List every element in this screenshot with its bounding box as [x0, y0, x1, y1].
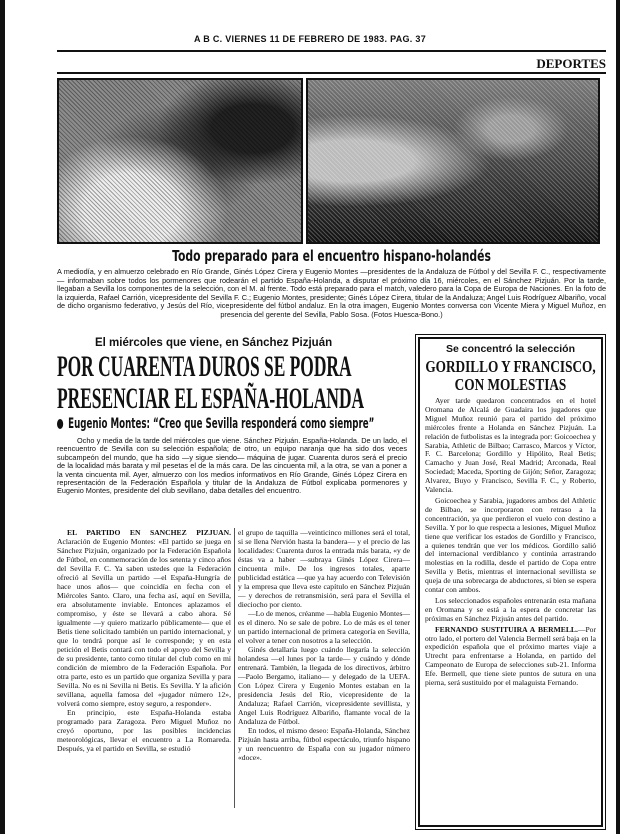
paragraph: Goicoechea y Sarabia, jugadores ambos del Athletic de Bilbao, se incorporaron con retraso a la concentración, ya que perdieron el vuelo con destino a Sevilla. Y por lo que respecta a lesiones, Miguel Muñoz tiene que verificar los estados de Gordillo y Francisco, a quienes tendrán que ver los médicos. Gordillo salió del internacional verdiblanco y continúa arrastrando molestias en la rodilla, desde el partido de Copa entre Sevilla y Betis, mientras el internacional sevillista se queja de una sobrecarga de abductores, si bien se espera contar con ambos.: [425, 495, 596, 595]
section-lead-in: EL PARTIDO EN SANCHEZ PIZJUAN.: [67, 528, 231, 537]
sidebar-box: [415, 334, 606, 830]
paragraph: Aclaración de Eugenio Montes: «El partido se juega en Sánchez Pizjuán, organizado por la Federación Española de Fútbol, en conmemoración de los setenta y cinco años del Sevilla F. C. Ya saben ustedes que la Federación ofreció al Sevilla un partido —el España-Hungría de hace unos años— que coincidía en fecha con el Miércoles Santo. Claro, una fecha así, aquí en Sevilla, era absolutamente inviable. Entonces aplazamos el compromiso, y éste se llevará a cabo ahora. Sé igualmente —y quiero matizarlo públicamente— que el Betis tiene solicitado también un partido internacional, y que lo tendrá porque así le corresponde; y en esta petición el Betis contará con todo el apoyo del Sevilla y de su presidente, tanto como titular del club como en mi condición de miembro de la Federación Española. Por otra parte, esto es un partido que organiza Sevilla y para Sevilla. No es ni Sevilla ni Betis. Es Sevilla. Y la afición sevillana, aquella famosa del «jugador número 12», volverá como siempre, estoy seguro, a responder».: [57, 537, 231, 708]
photo-caption-text: A mediodía, y en almuerzo celebrado en Río Grande, Ginés López Cirera y Eugenio Montes —presidentes de la Andaluza de Fútbol y del Sevilla F. C., respectivamente— informaban sobre todos los pormenores que rodearán el partido España-Holanda, a disputar el próximo día 16, miércoles, en el Sánchez Pizjuán. Por la tarde, llegaban a Sevilla los componentes de la selección, con el M. al frente. Todo está preparado para el match, valedero para la Copa de Europa de Naciones. En la foto de la izquierda, Rafael Carrión, vicepresidente del Sevilla F. C.; Eugenio Montes, presidente; Ginés López Cirera, titular de la Andaluza; Angel Luis Rodríguez Albariño, vocal de dicho organismo federativo, y Jesús del Río, vicepresidente del fútbol andaluz. En la otra imagen, Eugenio Montes conversa con Vicente Miera y Miguel Muñoz, en presencia del gerente del Sevilla, Pablo Sosa. (Fotos Huesca-Bono.): [57, 267, 606, 319]
paragraph: —Por otro lado, el portero del Valencia Bermell será baja en la expedición española que el próximo martes viaje a Utrecht para enfrentarse a Holanda, en partido del Campeonato de Europa de selecciones sub-21. Informa Efe. Bermell, que tiene siete puntos de sutura en una pierna, será sustituido por el malaguista Fernando.: [425, 624, 596, 688]
page-folio: A B C. VIERNES 11 DE FEBRERO DE 1983. PAG. 37: [193, 34, 427, 44]
paragraph: Los seleccionados españoles entrenarán esta mañana en Oromana y se está a la espera de concretar las próximas en Sánchez Pizjuán antes del partido.: [425, 595, 596, 623]
photo-right: [306, 78, 600, 244]
sidebar-title: GORDILLO Y FRANCISCO, CON MOLESTIAS: [425, 357, 596, 394]
column-divider: [234, 528, 235, 808]
bullet-icon: [57, 419, 63, 429]
paragraph: En todos, el mismo deseo: España-Holanda, Sánchez Pizjuán hasta arriba, fútbol espectáculo, triunfo hispano y un reencuentro de España con su jugador número «doce».: [238, 726, 410, 762]
photo-left: [57, 78, 303, 244]
section-lead-in: FERNANDO SUSTITUIRA A BERMELL.: [435, 624, 578, 634]
section-rule: [57, 72, 606, 74]
photo-caption-headline: Todo preparado para el encuentro hispano-holandés: [172, 247, 491, 265]
subhead-text: Eugenio Montes: “Creo que Sevilla responderá como siempre”: [68, 416, 375, 432]
sidebar-kicker: Se concentró la selección: [446, 343, 575, 355]
article-column-2: [238, 528, 410, 762]
scan-border-left: [0, 0, 5, 834]
article-headline-line2: PRESENCIAR EL ESPAÑA-HOLANDA: [57, 382, 365, 415]
sidebar-body: [425, 397, 596, 688]
paragraph: En principio, este España-Holanda estaba programado para Zaragoza. Pero Miguel Muñoz no creyó oportuno, por las posibles incidencias meteorológicas, llevar el encuentro a La Romareda. Después, ya el partido en Sevilla, se estudió: [57, 708, 231, 753]
top-rule: [57, 50, 606, 52]
paragraph: —Lo de menos, créanme —habla Eugenio Montes— es el dinero. No se sale de pobre. Lo de más es el tener un partido internacional de primera categoría en Sevilla, el volver a tener con nosotros a la selección.: [238, 609, 410, 645]
article-subhead: [57, 416, 374, 433]
scan-border-right: [616, 0, 620, 834]
paragraph: el grupo de taquilla —veinticinco millones será el total, si se llena Nervión hasta la bandera— y el precio de las localidades: Cuarenta duros la entrada más barata, «y de éstas va a haber —subraya Ginés López Cirera— cincuenta mil». De los ingresos totales, aparte publicidad estática —que ya hay acuerdo con Televisión y la empresa que lleva este capítulo en Sánchez Pizjuán— y derechos de retransmisión, será para el Sevilla el dieciocho por ciento.: [238, 528, 410, 609]
article-lead: Ocho y media de la tarde del miércoles que viene. Sánchez Pizjuán. España-Holanda. De un lado, el reencuentro de Sevilla con su selección española; de otro, un equipo naranja que ha sido dos veces subcampeón del mundo, que ha sido —y sigue siendo— máquina de jugar. Cuarenta duros será el precio de la localidad más barata y mil pesetas el de la más cara. De las cincuenta mil, a la otra, se van a poner a la venta cincuenta mil. Ayer, almuerzo con los medios informativos en Río Grande, Ginés López Cirera en representación de la Federación Española y titular de la Andaluza de Fútbol explicaba pormenores y Eugenio Montes, presidente del club sevillano, daba detalles del encuentro.: [57, 436, 407, 496]
section-label: DEPORTES: [536, 56, 606, 71]
article-kicker: El miércoles que viene, en Sánchez Pizjuán: [95, 337, 333, 349]
article-column-1: [57, 528, 231, 753]
paragraph: Ginés detallaría luego cuándo llegaría la selección holandesa —el lunes por la tarde— y cuándo y dónde entrenará. También, la llegada de los directivos, árbitro —Paolo Bergamo, italiano— y delegado de la UEFA. Con López Cirera y Eugenio Montes estaban en la presidencia Jesús del Río, vicepresidente de la Andaluza; Rafael Carrión, vicepresidente sevillista, y Angel Luis Rodríguez Albariño, flamante vocal de la Andaluza de Fútbol.: [238, 645, 410, 726]
article-headline-line1: POR CUARENTA DUROS SE PODRA: [57, 350, 352, 383]
paragraph: Ayer tarde quedaron concentrados en el hotel Oromana de Alcalá de Guadaira los jugadores que Miguel Muñoz reunió para el partido del próximo miércoles frente a Holanda en Sánchez Pizjuán. La relación de futbolistas es la integrada por: Goicoechea y Sarabia, Athletic de Bilbao; Carrasco, Marcos y Víctor, F. C. Barcelona; Gordillo y Hipólito, Real Betis; Camacho y Juan José, Real Madrid; Arconada, Real Sociedad; Maceda, Sporting de Gijón; Señor, Zaragoza; Alvarez, Buyo y Francisco, Sevilla F. C., y Roberto, Valencia.: [425, 396, 596, 495]
